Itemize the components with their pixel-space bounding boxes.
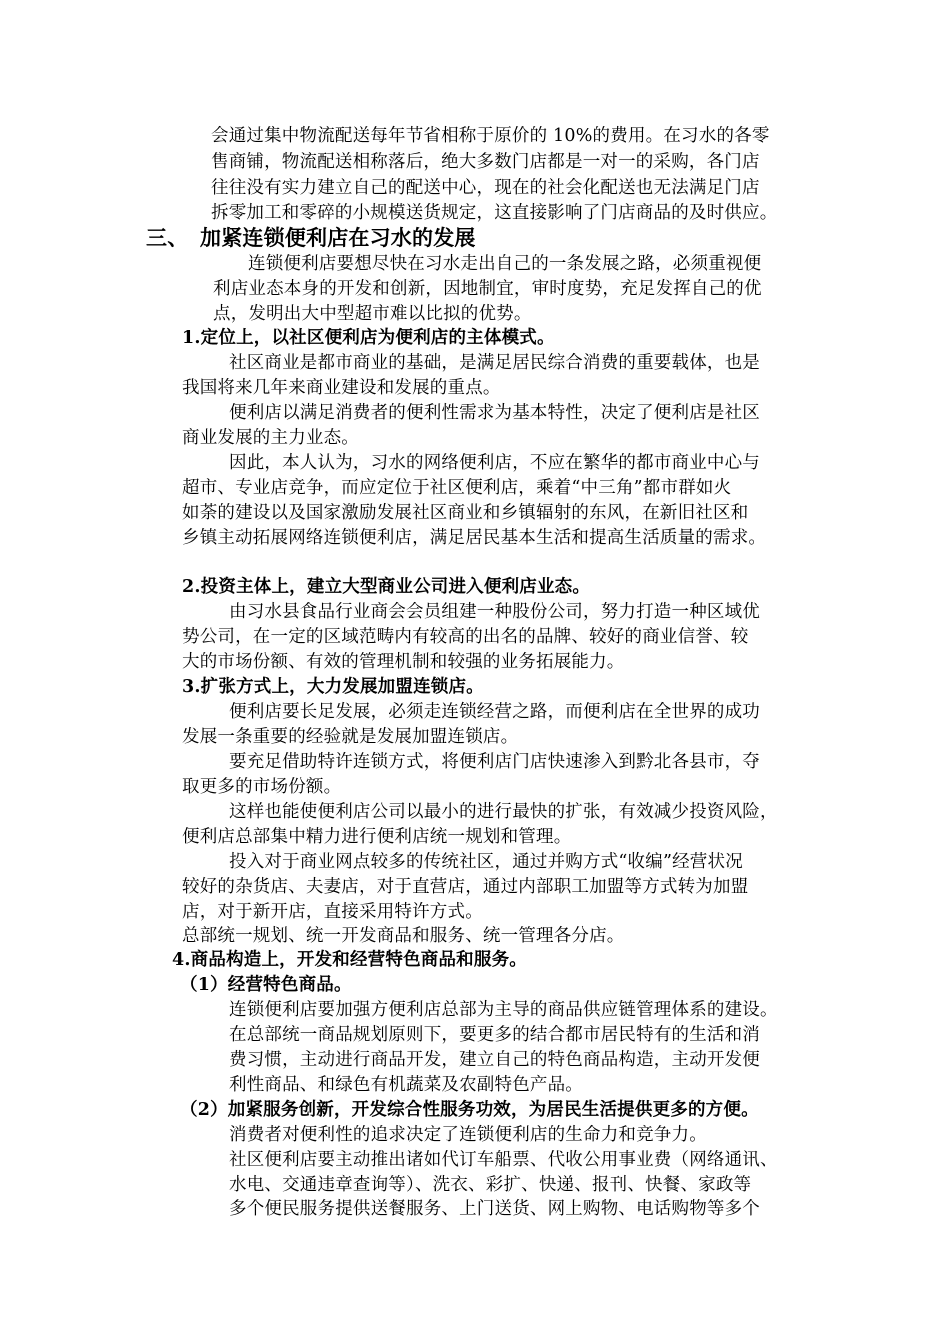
point2-line-1: 由习水县食品行业商会会员组建一种股份公司，努力打造一种区域优 (229, 602, 760, 622)
point1-line-6: 超市、专业店竞争，而应定位于社区便利店，乘着“中三角”都市群如火 (182, 478, 732, 498)
section3-line-3: 点，发明出大中型超市难以比拟的优势。 (213, 304, 532, 324)
point3-line-2: 发展一条重要的经验就是发展加盟连锁店。 (182, 727, 519, 747)
point2-line-3: 大的市场份额、有效的管理机制和较强的业务拓展能力。 (182, 652, 625, 672)
section3-title: 加紧连锁便利店在习水的发展 (200, 225, 476, 250)
point4-sub1-heading: （1）经营特色商品。 (180, 975, 352, 995)
point3-line-4: 取更多的市场份额。 (182, 777, 342, 797)
intro-line-1: 会通过集中物流配送每年节省相称于原价的 10%的费用。在习水的各零 (211, 126, 770, 146)
point1-line-5: 因此，本人认为，习水的网络便利店，不应在繁华的都市商业中心与 (229, 453, 760, 473)
point4-heading: 4.商品构造上，开发和经营特色商品和服务。 (172, 950, 527, 970)
point4-sub2-line-2: 社区便利店要主动推出诸如代订车船票、代收公用事业费（网络通讯、 (229, 1150, 778, 1170)
intro-line-4: 拆零加工和零碎的小规模送货规定，这直接影响了门店商品的及时供应。 (211, 203, 778, 223)
point4-sub1-line-3: 费习惯，主动进行商品开发，建立自己的特色商品构造，主动开发便 (229, 1050, 760, 1070)
point4-sub1-line-4: 利性商品、和绿色有机蔬菜及农副特色产品。 (229, 1075, 583, 1095)
point4-sub2-heading: （2）加紧服务创新，开发综合性服务功效，为居民生活提供更多的方便。 (180, 1100, 759, 1120)
point3-heading: 3.扩张方式上，大力发展加盟连锁店。 (182, 677, 484, 697)
point3-line-1: 便利店要长足发展，必须走连锁经营之路，而便利店在全世界的成功 (229, 702, 760, 722)
point1-line-8: 乡镇主动拓展网络连锁便利店，满足居民基本生活和提高生活质量的需求。 (182, 528, 767, 548)
point3-line-5: 这样也能使便利店公司以最小的进行最快的扩张，有效减少投资风险， (229, 802, 778, 822)
point1-heading: 1.定位上，以社区便利店为便利店的主体模式。 (182, 328, 555, 348)
point4-sub2-line-1: 消费者对便利性的追求决定了连锁便利店的生命力和竞争力。 (229, 1125, 707, 1145)
section3-number: 三、 (146, 225, 189, 250)
point3-line-6: 便利店总部集中精力进行便利店统一规划和管理。 (182, 827, 572, 847)
point1-line-4: 商业发展的主力业态。 (182, 428, 359, 448)
intro-line-2: 售商铺，物流配送相称落后，绝大多数门店都是一对一的采购，各门店 (211, 152, 760, 172)
point4-sub1-line-1: 连锁便利店要加强方便利店总部为主导的商品供应链管理体系的建设。 (229, 1000, 778, 1020)
point4-sub2-line-3: 水电、交通违章查询等）、洗衣、彩扩、快递、报刊、快餐、家政等 (229, 1175, 752, 1195)
point1-line-2: 我国将来几年来商业建设和发展的重点。 (182, 378, 501, 398)
point2-heading: 2.投资主体上，建立大型商业公司进入便利店业态。 (182, 577, 591, 597)
section3-line-1: 连锁便利店要想尽快在习水走出自己的一条发展之路，必须重视便 (248, 254, 762, 274)
section3-line-2: 利店业态本身的开发和创新，因地制宜，审时度势，充足发挥自己的优 (213, 279, 762, 299)
point3-line-10: 总部统一规划、统一开发商品和服务、统一管理各分店。 (182, 926, 625, 946)
point3-line-3: 要充足借助特许连锁方式，将便利店门店快速渗入到黔北各县市，夺 (229, 752, 760, 772)
point4-sub2-line-4: 多个便民服务提供送餐服务、上门送货、网上购物、电话购物等多个 (229, 1199, 760, 1219)
point1-line-3: 便利店以满足消费者的便利性需求为基本特性，决定了便利店是社区 (229, 403, 760, 423)
point2-line-2: 势公司，在一定的区域范畴内有较高的出名的品牌、较好的商业信誉、较 (182, 627, 749, 647)
point1-line-1: 社区商业是都市商业的基础，是满足居民综合消费的重要载体，也是 (229, 353, 760, 373)
point3-line-7: 投入对于商业网点较多的传统社区，通过并购方式“收编”经营状况 (229, 852, 743, 872)
intro-line-3: 往往没有实力建立自己的配送中心，现在的社会化配送也无法满足门店 (211, 178, 760, 198)
point1-line-7: 如荼的建设以及国家激励发展社区商业和乡镇辐射的东风，在新旧社区和 (182, 503, 749, 523)
point4-sub1-line-2: 在总部统一商品规划原则下，要更多的结合都市居民特有的生活和消 (229, 1025, 760, 1045)
point3-line-8: 较好的杂货店、夫妻店，对于直营店，通过内部职工加盟等方式转为加盟 (182, 877, 749, 897)
point3-line-9: 店，对于新开店，直接采用特许方式。 (182, 902, 483, 922)
